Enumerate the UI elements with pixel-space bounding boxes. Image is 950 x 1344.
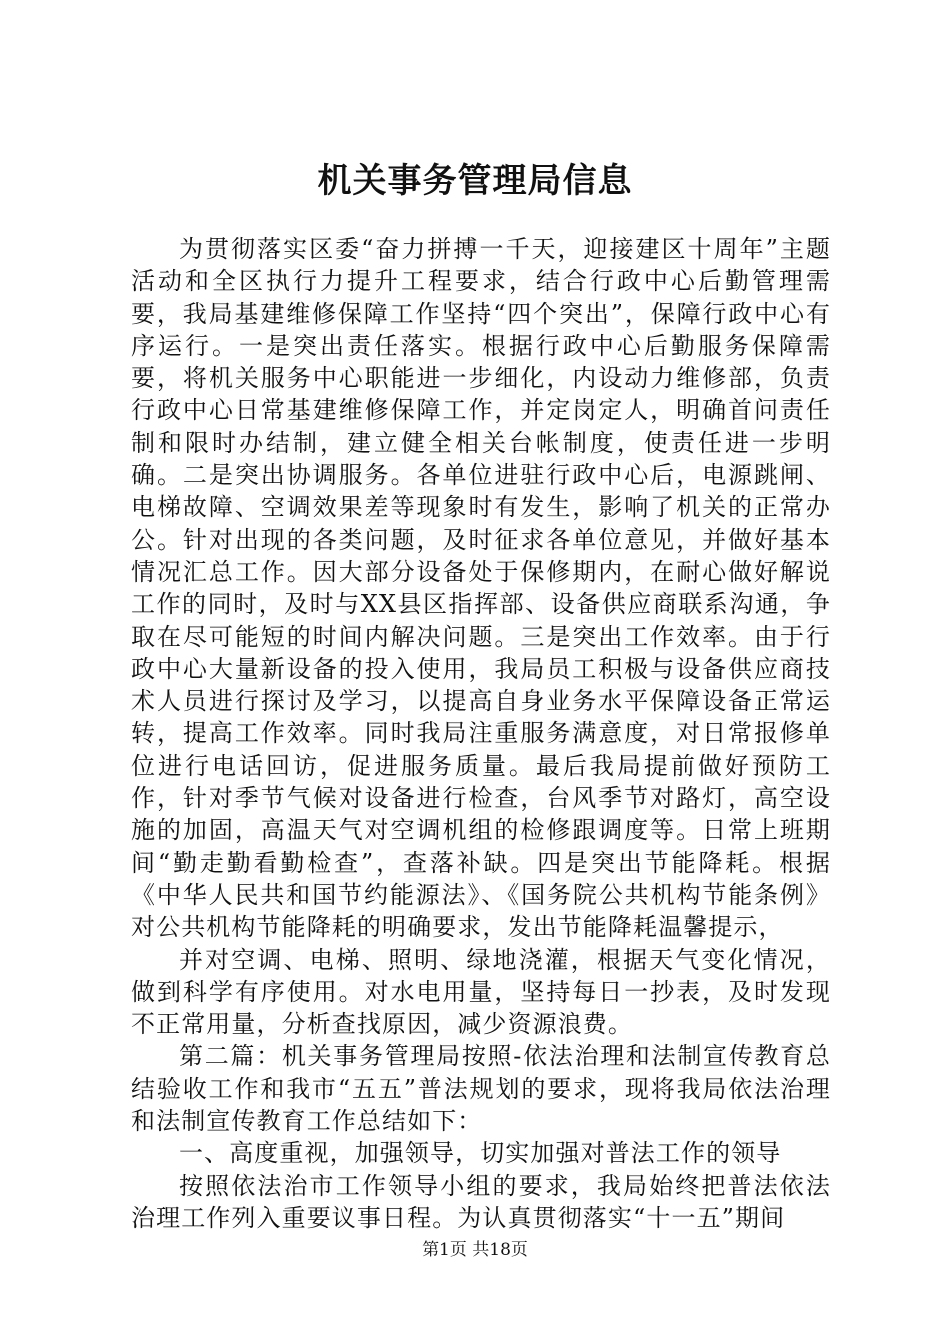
- paragraph-4: 按照依法治市工作领导小组的要求，我局始终把普法依法治理工作列入重要议事日程。为认真贯彻落实“十一五”期间: [131, 1171, 831, 1232]
- section-heading: 一、高度重视，加强领导，切实加强对普法工作的领导: [179, 1139, 782, 1168]
- document-body: [131, 233, 831, 1234]
- paragraph-1: 为贯彻落实区委“奋力拼搏一千天，迎接建区十周年”主题活动和全区执行力提升工程要求，结合行政中心后勤管理需要，我局基建维修保障工作坚持“四个突出”，保障行政中心有序运行。一是突出责任落实。根据行政中心后勤服务保障需要，将机关服务中心职能进一步细化，内设动力维修部，负责行政中心日常基建维修保障工作，并定岗定人，明确首问责任制和限时办结制，建立健全相关台帐制度，使责任进一步明确。二是突出协调服务。各单位进驻行政中心后，电源跳闸、电梯故障、空调效果差等现象时有发生，影响了机关的正常办公。针对出现的各类问题，及时征求各单位意见，并做好基本情况汇总工作。因大部分设备处于保修期内，在耐心做好解说工作的同时，及时与XX县区指挥部、设备供应商联系沟通，争取在尽可能短的时间内解决问题。三是突出工作效率。由于行政中心大量新设备的投入使用，我局员工积极与设备供应商技术人员进行探讨及学习，以提高自身业务水平保障设备正常运转，提高工作效率。同时我局注重服务满意度，对日常报修单位进行电话回访，促进服务质量。最后我局提前做好预防工作，针对季节气候对设备进行检查，台风季节对路灯，高空设施的加固，高温天气对空调机组的检修跟调度等。日常上班期间“勤走勤看勤检查”，查落补缺。四是突出节能降耗。根据《中华人民共和国节约能源法》、《国务院公共机构节能条例》对公共机构节能降耗的明确要求，发出节能降耗温馨提示，: [131, 235, 831, 942]
- paragraph-3: 第二篇：机关事务管理局按照-依法治理和法制宣传教育总结验收工作和我市“五五”普法规划的要求，现将我局依法治理和法制宣传教育工作总结如下：: [131, 1042, 831, 1136]
- page-number-footer: 第1页 共18页: [422, 1240, 528, 1260]
- paragraph-2: 并对空调、电梯、照明、绿地浇灌，根据天气变化情况，做到科学有序使用。对水电用量，坚持每日一抄表，及时发现不正常用量，分析查找原因，减少资源浪费。: [131, 945, 831, 1039]
- document-title: 机关事务管理局信息: [317, 161, 633, 201]
